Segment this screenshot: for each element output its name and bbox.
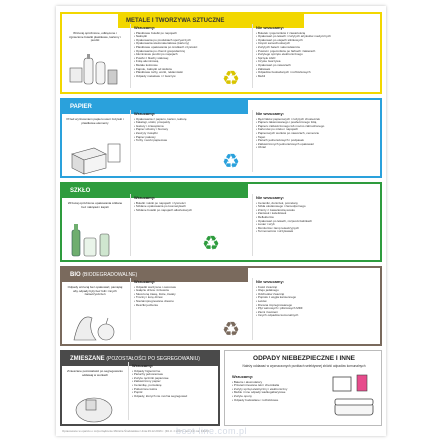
list-item: • Leków (256, 300, 377, 304)
papier-in-title: Wrzucamy: (134, 111, 156, 116)
bio-out-col (252, 278, 377, 340)
list-item: • Opakowania po chemii gospodarczej (134, 50, 249, 54)
list-item: • Niezaimpregnowane drewno (134, 300, 249, 304)
list-item: • Reflektorów (256, 216, 377, 220)
zmieszane-icon-box (66, 370, 124, 420)
list-item: • Odpadów budowlanych i rozbiórkowych (256, 71, 377, 75)
list-item: • Baterie i akumulatory (232, 381, 329, 385)
papier-out-title: Nie wrzucamy: (256, 111, 285, 116)
szklo-title: SZKŁO (70, 188, 91, 194)
list-item: • Kości zwierząt (256, 286, 377, 290)
list-item: • Ceramiki, doniczek, porcelany (256, 202, 377, 206)
list-item: • Opakowań po olejach silnikowych (256, 39, 377, 43)
section-zmieszane (60, 350, 220, 426)
zmieszane-in-col (128, 362, 217, 420)
szklo-in-title: Wrzucamy: (134, 195, 156, 200)
szklo-in-col (130, 194, 249, 256)
paper-box-illustration (66, 136, 124, 176)
list-item: • Gazety i czasopisma (134, 125, 249, 129)
list-item: • Tapet (256, 136, 377, 140)
papier-title: PAPIER (70, 104, 92, 110)
metale-title: METALE I TWORZYWA SZTUCZNE (126, 18, 225, 24)
bio-in-title: Wrzucamy: (134, 279, 156, 284)
list-item: • Zeszyty i książki (134, 132, 249, 136)
list-item: • Odpadki warzywne i owocowe (134, 286, 249, 290)
list-item: • Opakowań po nawozach (256, 64, 377, 68)
papier-icon-box (66, 118, 124, 172)
recycle-icon: ♻ (222, 151, 240, 173)
list-item: • Butelek i pojemników z zawartością (256, 32, 377, 36)
papier-out-col (252, 110, 377, 172)
list-item: • Czyste tworzywa (256, 60, 377, 64)
metale-out-title: Nie wrzucamy: (256, 25, 285, 30)
zmieszane-desc: Zmieszane pozostałości po segregowaniu oddawaj w workach (67, 370, 123, 377)
list-item: • Nakrętki (134, 35, 249, 39)
list-item: • Butelki i słoiki po napojach i żywności (134, 202, 249, 206)
list-item: • Skoszoną trawę, liście, kwiaty (134, 293, 249, 297)
szklo-desc: Wrzucaj opróżnione opakowania szklane bez nakrętek i kapsli (67, 202, 123, 209)
list-item: • Aluminiowe puszki po napojach (134, 53, 249, 57)
list-item: • Opakowania z papieru, karton, tekturę (134, 118, 249, 122)
list-item: • Szklane opakowania po kosmetykach (134, 205, 249, 209)
bio-waste-illustration (66, 304, 124, 344)
list-item: • Gałęzie drzew i krzewów (134, 289, 249, 293)
list-item: • Przeterminowane leki i chemikalia (232, 384, 329, 388)
list-item: • Folię aluminiową (134, 60, 249, 64)
list-item: • Papier pakowy (134, 136, 249, 140)
list-item: • Katalogi, ulotki, prospekty (134, 121, 249, 125)
list-item: • Szkła okularowego i żaroodpornego (256, 205, 377, 209)
list-item: • Innych odpadów komunalnych (256, 314, 377, 318)
list-item: • Odpady higieniczne (132, 370, 217, 374)
list-item: • Zużytych baterii i akumulatorów (256, 46, 377, 50)
bio-desc: Odpady wrzucaj bez opakowań; pamiętaj aby odpady były bez folii i innych zanieczyszczeń (67, 286, 123, 297)
watermark: best-line.com.pl (176, 426, 248, 436)
list-item: • Popiół (132, 391, 217, 395)
recycle-icon: ♻ (222, 68, 240, 90)
list-item: • Żarówek i świetlówek (256, 212, 377, 216)
zmieszane-title: ZMIESZANE (70, 356, 105, 362)
zmieszane-subtitle: (POZOSTAŁOŚCI PO SEGREGOWANIU) (106, 356, 200, 362)
hazard-in-title: Wrzucamy: (232, 374, 254, 379)
list-item: • Potłuczone lustra (132, 388, 217, 392)
list-item: • Luster i szyb (256, 223, 377, 227)
bio-subtitle: (BIODEGRADOWALNE) (82, 272, 138, 278)
list-item: • Zużyte opony (232, 395, 329, 399)
list-item: • Papierowych worków po nawozach, cemencie (256, 132, 377, 136)
list-item: • Trociny i korę drzew (134, 296, 249, 300)
szklo-out-col (252, 194, 377, 256)
section-metale (60, 12, 382, 94)
list-item: • Meble i inne odpady wielkogabarytowe (232, 391, 329, 395)
list-item: • Zniczy z zawartością wosku (256, 209, 377, 213)
metale-desc: Wrzucaj opróżnione, odkręcone i zgniecione butelki plastikowe, kartony i puszki (69, 32, 121, 43)
list-item: • Opakowania wielomateriałowe (kartony) (134, 42, 249, 46)
list-item: • Szklane butelki po napojach alkoholowych (134, 209, 249, 213)
list-item: • Zatłuszczonych jednorazowych opakowań (256, 143, 377, 147)
list-item: • Drewna impregnowanego (256, 304, 377, 308)
list-item: • Odpady budowlane i rozbiórkowe (232, 399, 329, 403)
list-item: • Resztki jedzenia (134, 304, 249, 308)
list-item: • Puszek i pojemników po farbach i lakierach (256, 50, 377, 54)
glass-bottles-illustration (66, 220, 124, 260)
metale-icon-box (66, 32, 124, 88)
metale-out-col (252, 24, 377, 88)
list-item: • Zabawek (256, 68, 377, 72)
recycle-icon: ♻ (222, 319, 240, 341)
list-item: • Mebli (256, 75, 377, 79)
szklo-out-title: Nie wrzucamy: (256, 195, 285, 200)
list-item: • Zużyty sprzęt elektryczny i elektroniczny (232, 388, 329, 392)
list-item: • Zużyte ręczniki papierowe (132, 377, 217, 381)
list-item: • Sprzętu AGD (256, 57, 377, 61)
list-item: • Ubrań (256, 146, 377, 150)
footer-note: Opracowano w oparciu o rozporządzenie Ministra Środowiska z dnia 29.12.2016 r. (Dz.U. z 2017 r. poz. 19) ws. KZMO (62, 429, 209, 433)
list-item: • Plastikowe butelki po napojach (134, 32, 249, 36)
list-item: • Odchodów zwierząt (256, 293, 377, 297)
list-item: • Opakowań po lekach i zużytych artykułów medycznych (256, 35, 377, 39)
list-item: • Kartonów po mleku i napojach (256, 128, 377, 132)
recycle-icon: ♻ (202, 233, 220, 255)
list-item: • Odpady metalowe i z tworzyw (134, 75, 249, 79)
list-item: • Oleju jadalnego (256, 289, 377, 293)
section-szklo (60, 182, 382, 262)
section-hazard (224, 350, 382, 426)
hazard-in-col (229, 373, 329, 421)
bio-out-title: Nie wrzucamy: (256, 279, 285, 284)
list-item: • Zatłuszczony papier (132, 380, 217, 384)
list-item: • Monitorów i lamp telewizyjnych (256, 227, 377, 231)
list-item: • Części samochodowych (256, 42, 377, 46)
poster (56, 6, 386, 436)
list-item: • Opakowania po produktach spożywczych (134, 39, 249, 43)
list-item: • Kapsle, zakrętki od słoików (134, 68, 249, 72)
list-item: • Ziemi i kamieni (256, 311, 377, 315)
list-item: • Płyt wiórowych i pilśniowych MDF (256, 307, 377, 311)
zmieszane-in-title: Wrzucamy: (132, 363, 154, 368)
list-item: • Papier szkolny i biurowy (134, 128, 249, 132)
section-bio (60, 266, 382, 346)
metale-in-title: Wrzucamy: (134, 25, 156, 30)
list-item: • Plastikowe torby, worki, reklamówki (134, 71, 249, 75)
bottles-cans-illustration (66, 50, 124, 90)
list-item: • Zużytego sprzętu elektronicznego (256, 53, 377, 57)
list-item: • Pieluch jednorazowych i podpasek (256, 139, 377, 143)
list-item: • Puszki z blachy stalowej (134, 57, 249, 61)
list-item: • Ceramikę, porcelanę (132, 384, 217, 388)
mixed-waste-illustration (66, 388, 124, 424)
list-item: • Ręczników papierowych i zużytych chusteczek (256, 118, 377, 122)
papier-desc: Przed wyrzuceniem papieru usuń zszywki i plastikowe elementy (66, 118, 124, 125)
list-item: • Torby i worki papierowe (134, 139, 249, 143)
bio-title: BIO (70, 272, 81, 278)
list-item: • Odpady, których nie można segregować (132, 395, 217, 399)
section-papier (60, 98, 382, 178)
hazard-title: ODPADY NIEBEZPIECZNE I INNE (253, 355, 355, 362)
bio-icon-box (66, 286, 124, 340)
list-item: • Papieru lakierowanego i powleczonego folią (256, 121, 377, 125)
list-item: • Metale kolorowe (134, 64, 249, 68)
list-item: • Papieru zatłuszczonego lub mocno zabrudzonego (256, 125, 377, 129)
szklo-icon-box (66, 202, 124, 256)
list-item: • Plastikowe opakowania po środkach czystości (134, 46, 249, 50)
electronics-furniture-illustration (329, 373, 379, 423)
list-item: • Opakowań po lekach, rozpuszczalnikach (256, 220, 377, 224)
list-item: • Termometrów i strzykawek (256, 230, 377, 234)
list-item: • Popiołu z węgla kamiennego (256, 296, 377, 300)
list-item: • Pieluchy jednorazowe (132, 373, 217, 377)
hazard-subtitle: Należy oddawać w wyznaczonych punktach selektywnej zbiórki odpadów komunalnych (242, 364, 366, 368)
